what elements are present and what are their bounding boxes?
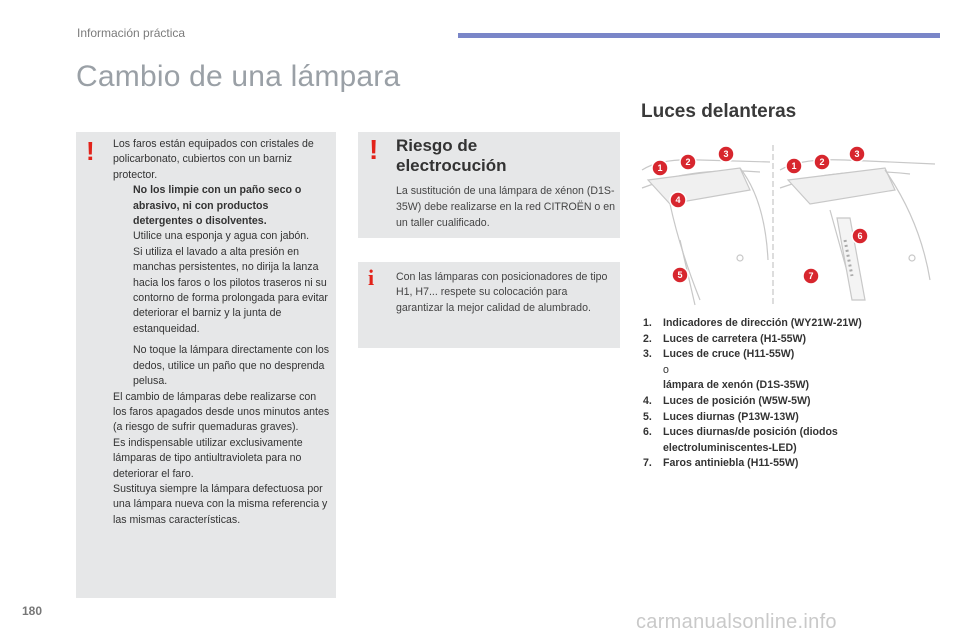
list-item: Utilice una esponja y agua con jabón.	[133, 230, 310, 243]
marker-3-right	[849, 146, 865, 162]
marker-4	[670, 192, 686, 208]
list-item: 5. Luces diurnas (P13W-13W)	[643, 410, 799, 423]
list-item: 6. Luces diurnas/de posición (diodos electroluminiscentes-LED)	[643, 426, 838, 454]
risk-text: La sustitución de una lámpara de xénon (D1S-35W) debe realizarse en la red CITROËN o en un taller cualificado.	[396, 185, 616, 229]
marker-6	[852, 228, 868, 244]
page-title: Cambio de una lámpara	[76, 60, 401, 93]
warning-paragraph: Es indispensable utilizar exclusivamente lámparas de tipo antiultravioleta para no deteriorar el faro.	[113, 436, 303, 480]
list-item: 3. Luces de cruce (H11-55W) o lámpara de xenón (D1S-35W)	[643, 348, 809, 392]
marker-3-left	[718, 146, 734, 162]
list-item: 7. Faros antiniebla (H11-55W)	[643, 457, 799, 470]
svg-text:2: 2	[819, 157, 825, 167]
list-item: 4. Luces de posición (W5W-5W)	[643, 394, 811, 407]
info-icon: i	[368, 265, 375, 290]
list-item: No los limpie con un paño seco o abrasivo, ni con productos detergentes o disolventes.	[133, 184, 302, 228]
header-bar	[458, 33, 940, 38]
warning-icon: !	[86, 136, 95, 166]
list-item: Si utiliza el lavado a alta presión en manchas persistentes, no dirija la lanza hacia los faros o los pilotos traseros ni su contorno de forma prolongada para evitar deteriorar el barniz y la junta de estanqueidad.	[133, 245, 328, 335]
svg-text:3: 3	[854, 149, 860, 159]
list-item: 2. Luces de carretera (H1-55W)	[643, 332, 807, 345]
warning-content	[113, 137, 331, 528]
headlight-diagram	[640, 140, 940, 308]
warning-paragraph: El cambio de lámparas debe realizarse con los faros apagados desde unos minutos antes (a riesgo de sufrir quemaduras graves).	[113, 390, 330, 434]
info-text: Con las lámparas con posicionadores de tipo H1, H7... respete su colocación para garantizar la mejor calidad de alumbrado.	[396, 271, 608, 314]
marker-2-left	[680, 154, 696, 170]
svg-text:1: 1	[791, 161, 797, 171]
section-title: Luces delanteras	[641, 101, 797, 122]
svg-text:4: 4	[675, 195, 681, 205]
header-section-label: Información práctica	[77, 26, 186, 40]
warning-paragraph: Sustituya siempre la lámpara defectuosa por una lámpara nueva con la misma referencia y las mismas características.	[113, 482, 328, 526]
svg-text:1: 1	[657, 163, 663, 173]
bulb-list	[643, 316, 943, 472]
svg-text:3: 3	[723, 149, 729, 159]
svg-text:6: 6	[857, 231, 863, 241]
risk-title: Riesgo de electrocución	[396, 136, 507, 175]
svg-text:7: 7	[808, 271, 814, 281]
svg-text:5: 5	[677, 270, 683, 280]
marker-1-left	[652, 160, 668, 176]
watermark: carmanualsonline.info	[636, 611, 837, 633]
warning-icon: !	[369, 134, 379, 165]
list-item: No toque la lámpara directamente con los dedos, utilice un paño que no desprenda pelusa.	[133, 344, 330, 388]
marker-5	[672, 267, 688, 283]
page-number: 180	[22, 604, 43, 618]
list-item: 1. Indicadores de dirección (WY21W-21W)	[643, 317, 862, 329]
marker-7	[803, 268, 819, 284]
marker-2-right	[814, 154, 830, 170]
marker-1-right	[786, 158, 802, 174]
warning-intro: Los faros están equipados con cristales de policarbonato, cubiertos con un barniz protector.	[113, 138, 314, 181]
svg-text:2: 2	[685, 157, 691, 167]
